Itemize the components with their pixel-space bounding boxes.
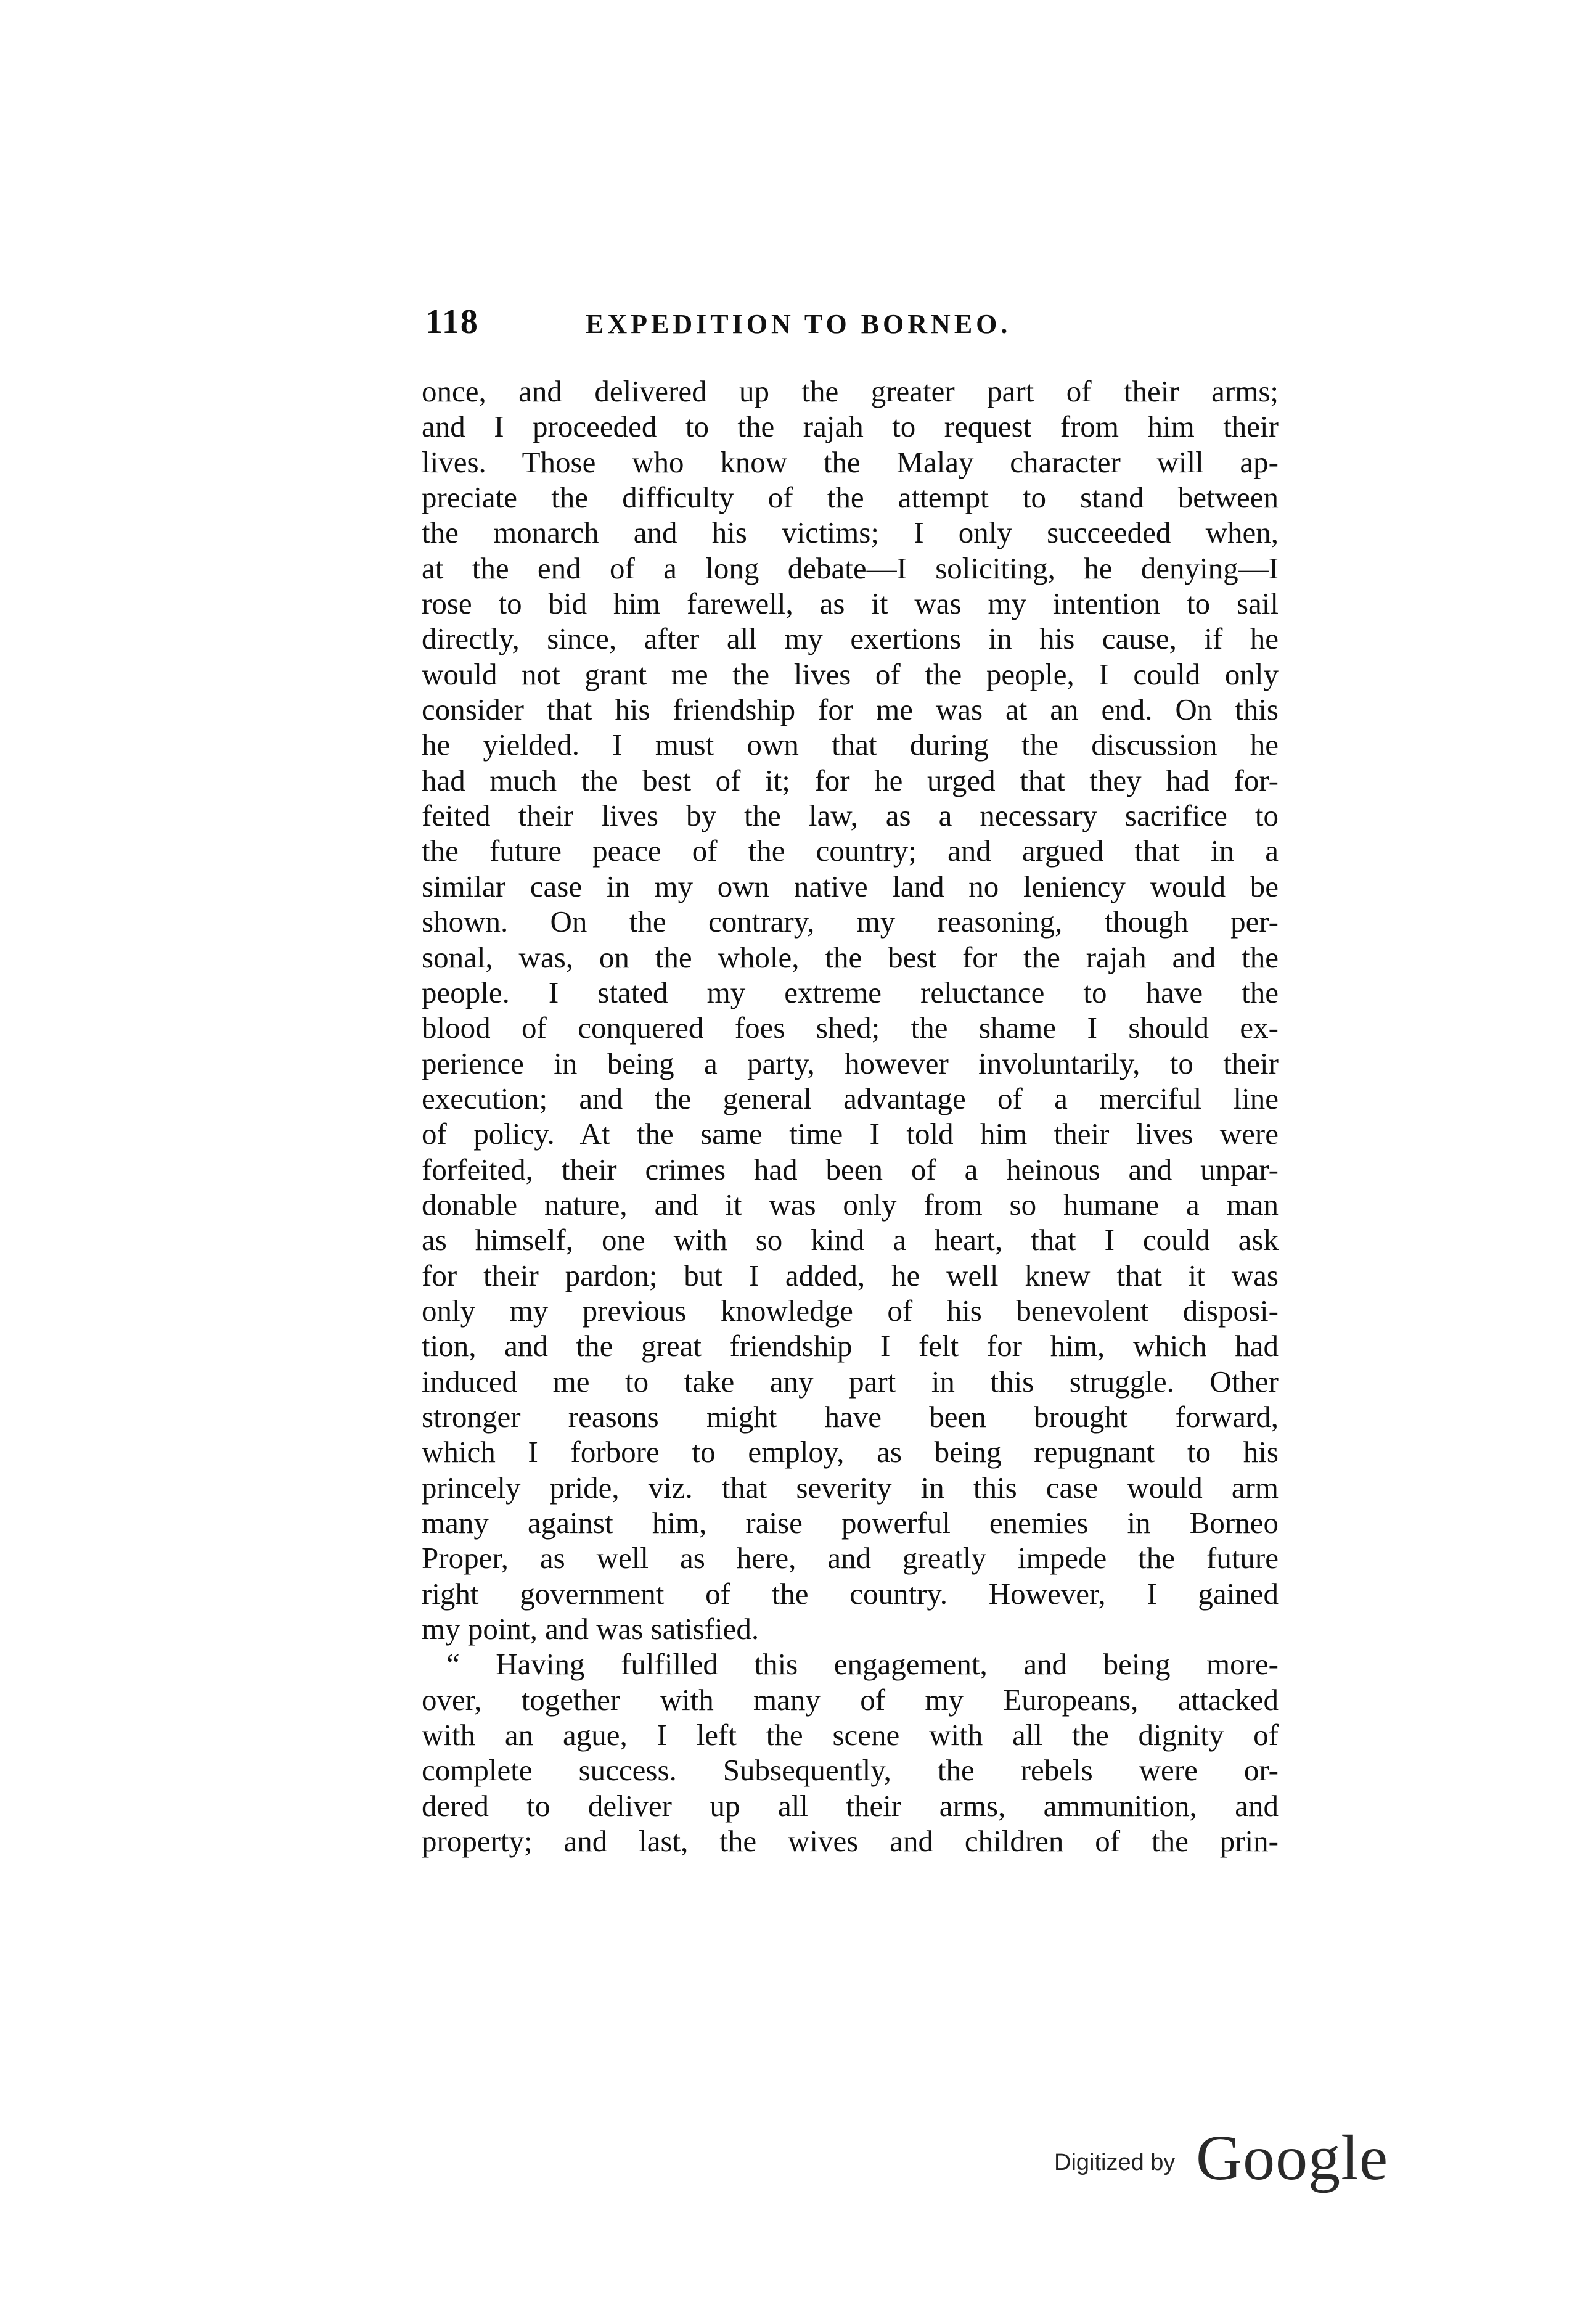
text-line: for their pardon; but I added, he well knew that it was <box>422 1258 1279 1292</box>
page-header <box>425 302 1301 339</box>
text-line: directly, since, after all my exertions in his cause, if he <box>422 622 1279 656</box>
page-number: 118 <box>425 303 479 341</box>
text-line: stronger reasons might have been brought forward, <box>422 1399 1279 1434</box>
text-line: over, together with many of my Europeans, attacked <box>422 1682 1279 1717</box>
text-line: the future peace of the country; and argued that in a <box>422 834 1279 868</box>
text-line: property; and last, the wives and children of the prin- <box>422 1824 1279 1859</box>
text-line: as himself, one with so kind a heart, that I could ask <box>422 1223 1279 1257</box>
text-line: he yielded. I must own that during the discussion he <box>422 728 1279 762</box>
google-logo: Google <box>1196 2122 1389 2193</box>
text-line: had much the best of it; for he urged that they had for- <box>422 763 1279 797</box>
running-head: EXPEDITION TO BORNEO. <box>586 309 1012 339</box>
text-line: once, and delivered up the greater part of their arms; <box>422 374 1279 408</box>
body-text <box>422 374 1279 1859</box>
text-line: dered to deliver up all their arms, ammunition, and <box>422 1788 1279 1823</box>
text-line: forfeited, their crimes had been of a heinous and unpar- <box>422 1152 1279 1186</box>
text-line: princely pride, viz. that severity in this case would arm <box>422 1470 1279 1505</box>
text-line: only my previous knowledge of his benevolent disposi- <box>422 1293 1279 1328</box>
paragraph-end-line: my point, and was satisfied. <box>422 1612 759 1646</box>
text-line: people. I stated my extreme reluctance to have the <box>422 975 1279 1009</box>
text-line: and I proceeded to the rajah to request from him their <box>422 409 1279 444</box>
text-line: preciate the difficulty of the attempt to stand between <box>422 480 1279 515</box>
text-line: induced me to take any part in this struggle. Other <box>422 1364 1279 1399</box>
text-line: rose to bid him farewell, as it was my intention to sail <box>422 586 1279 621</box>
text-line: many against him, raise powerful enemies in Borneo <box>422 1506 1279 1540</box>
text-line: of policy. At the same time I told him their lives were <box>422 1117 1279 1151</box>
text-line: consider that his friendship for me was at an end. On this <box>422 692 1279 727</box>
text-line: would not grant me the lives of the people, I could only <box>422 657 1279 691</box>
text-line: complete success. Subsequently, the rebels were or- <box>422 1753 1279 1788</box>
text-line: lives. Those who know the Malay character will ap- <box>422 445 1279 479</box>
text-line: with an ague, I left the scene with all the dignity of <box>422 1718 1279 1752</box>
text-line: right government of the country. However, I gained <box>422 1576 1279 1611</box>
text-line: donable nature, and it was only from so humane a man <box>422 1187 1279 1222</box>
paragraph-start-line: “ Having fulfilled this engagement, and being more- <box>446 1647 1279 1682</box>
text-line: at the end of a long debate—I soliciting, he denying—I <box>422 551 1279 585</box>
text-line: sonal, was, on the whole, the best for the rajah and the <box>422 940 1279 974</box>
text-line: shown. On the contrary, my reasoning, though per- <box>422 905 1279 939</box>
digitized-by-google-watermark <box>1054 2121 1399 2193</box>
text-line: similar case in my own native land no leniency would be <box>422 869 1279 903</box>
text-line: execution; and the general advantage of a merciful line <box>422 1081 1279 1115</box>
text-line: tion, and the great friendship I felt for him, which had <box>422 1329 1279 1363</box>
text-line: perience in being a party, however involuntarily, to their <box>422 1046 1279 1080</box>
text-line: feited their lives by the law, as a necessary sacrifice to <box>422 799 1279 833</box>
watermark-prefix: Digitized by <box>1054 2150 1176 2175</box>
text-line: which I forbore to employ, as being repugnant to his <box>422 1435 1279 1469</box>
text-line: Proper, as well as here, and greatly impede the future <box>422 1541 1279 1575</box>
text-line: the monarch and his victims; I only succeeded when, <box>422 516 1279 550</box>
text-line: blood of conquered foes shed; the shame I should ex- <box>422 1011 1279 1045</box>
